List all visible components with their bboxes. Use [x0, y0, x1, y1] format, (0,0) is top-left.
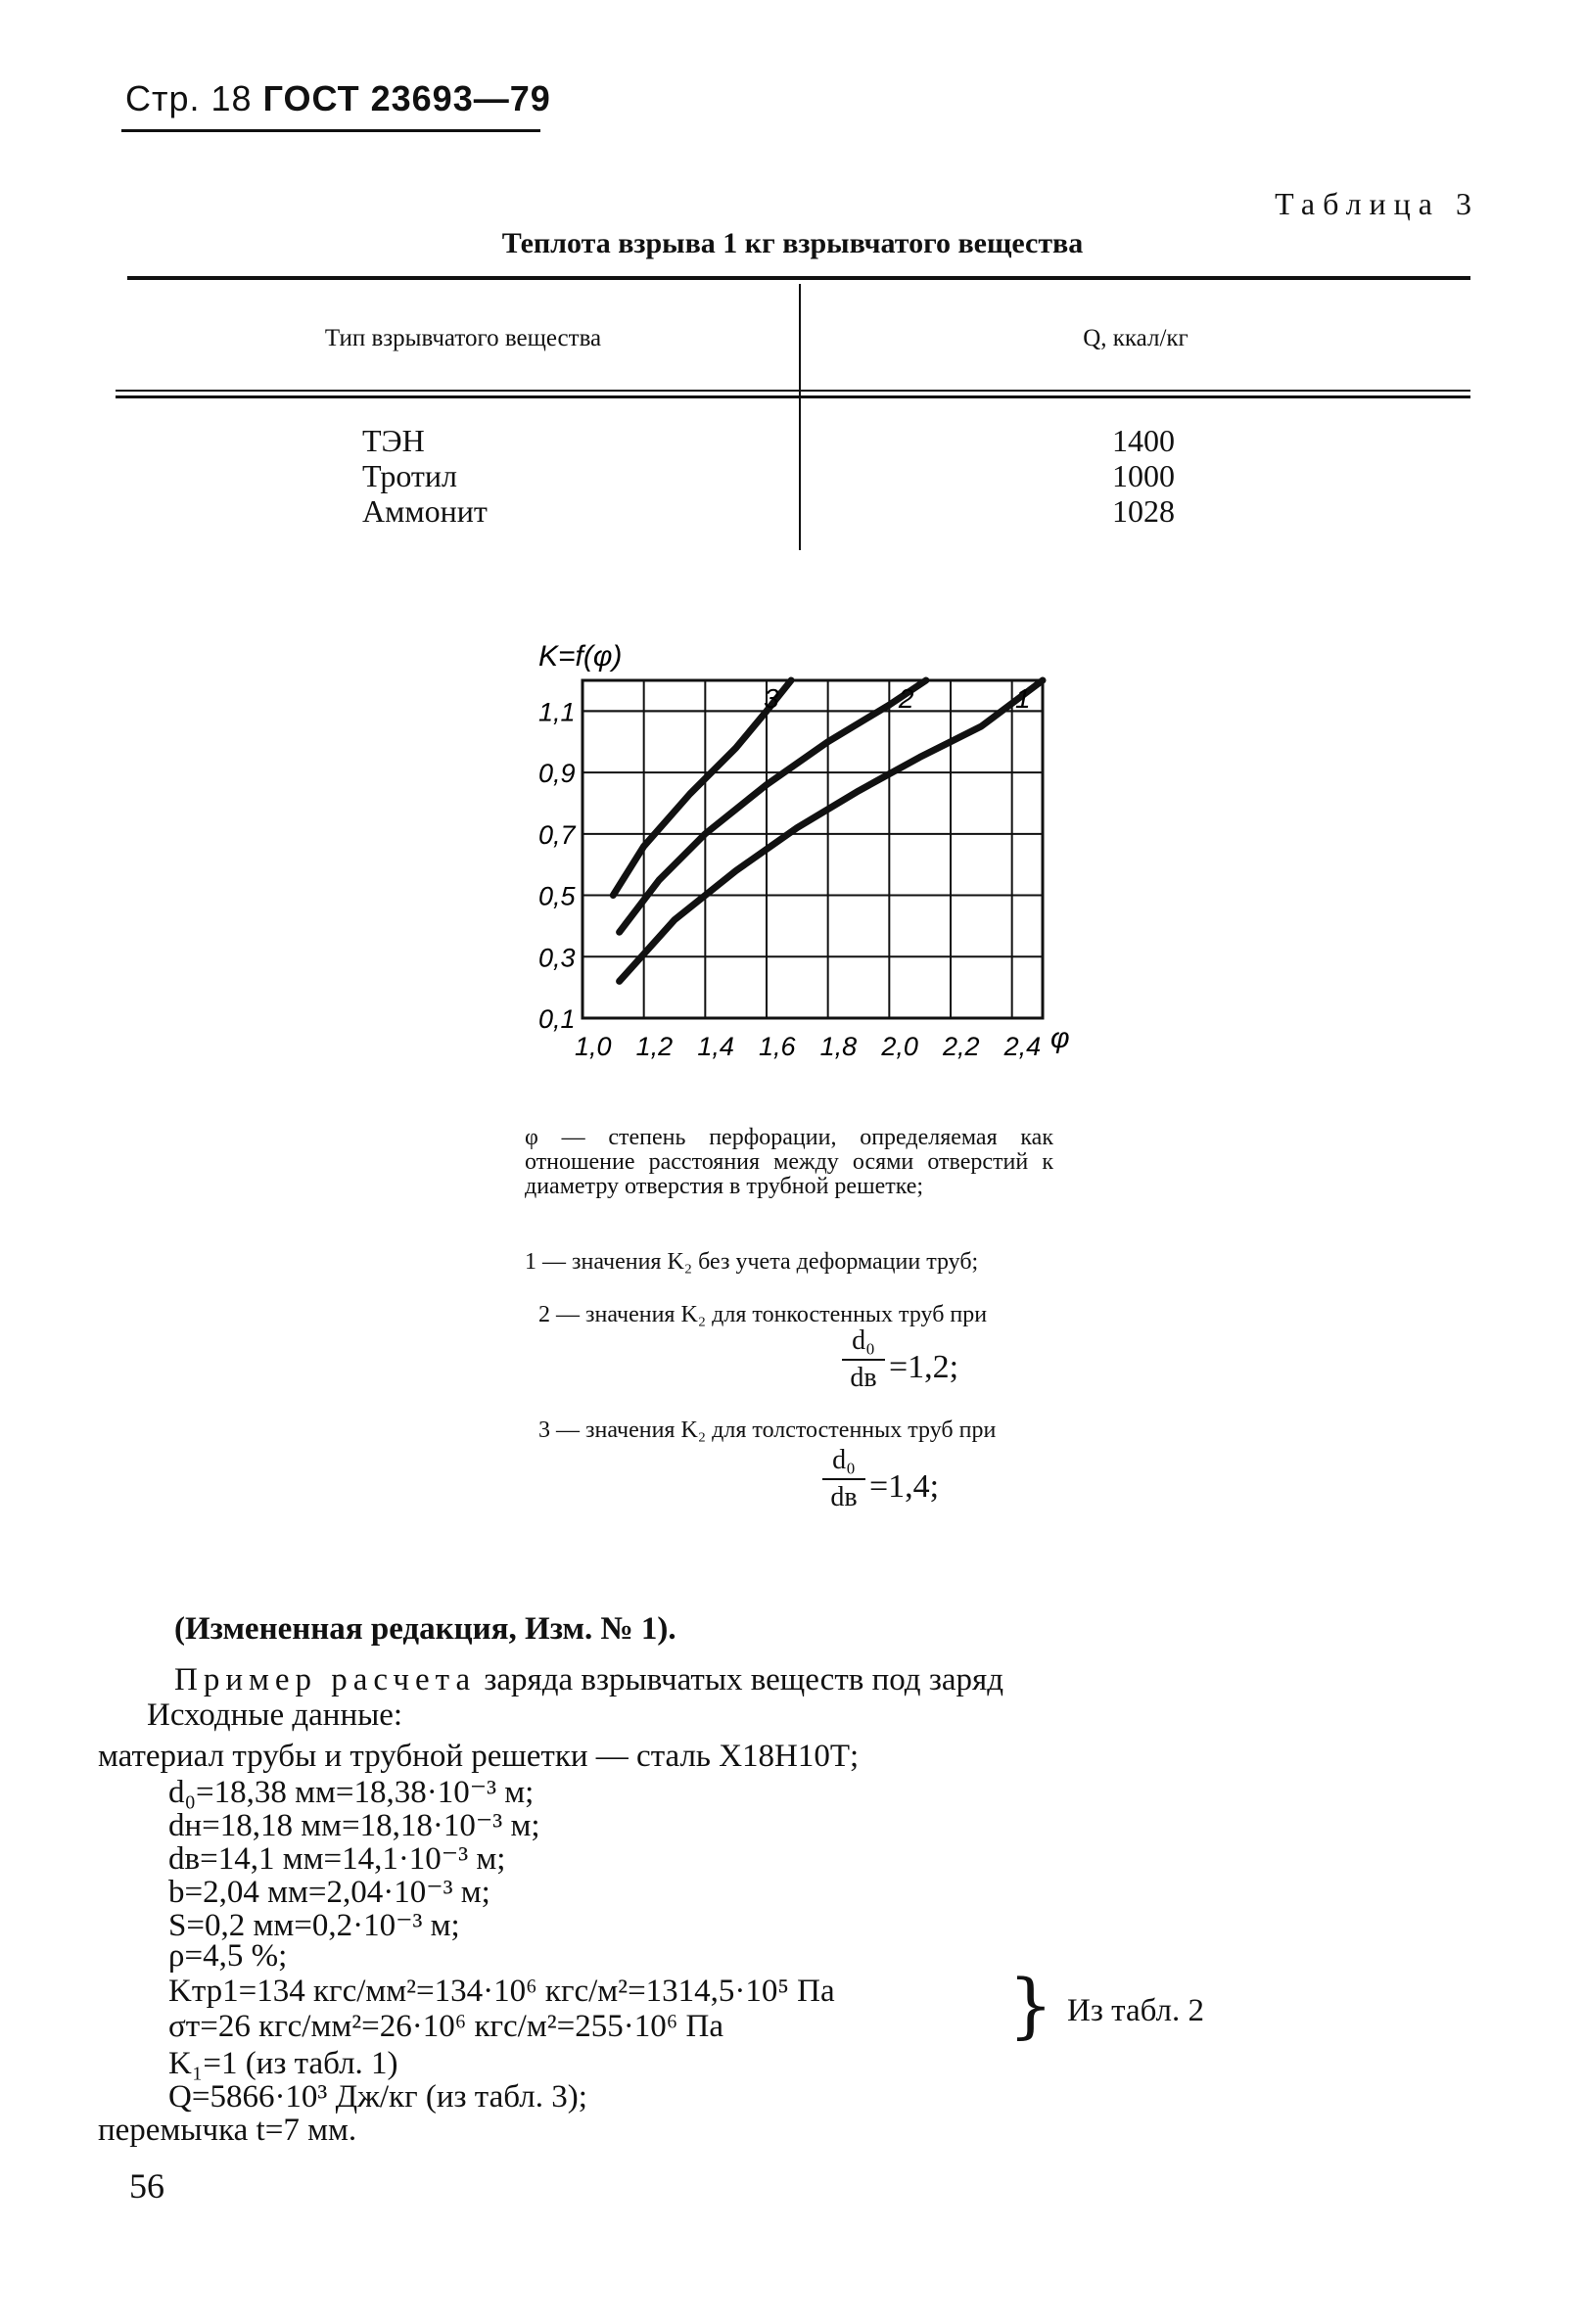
caption-item-3: 3 — значения K₂ для толстостенных труб при: [538, 1418, 997, 1443]
fraction-numerator: d₀: [832, 1445, 856, 1475]
example-dn: dн=18,18 мм=18,18·10⁻³ м;: [168, 1808, 540, 1843]
x-tick-label: 2,4: [1003, 1032, 1042, 1061]
example-d0: d₀=18,38 мм=18,38·10⁻³ м;: [168, 1775, 535, 1810]
example-material: материал трубы и трубной решетки — сталь Х18Н10Т;: [98, 1739, 860, 1774]
series-curve-1: [620, 680, 1043, 981]
example-rho: ρ=4,5 %;: [168, 1938, 288, 1974]
fraction-denominator: dв: [830, 1482, 858, 1512]
table-top-rule: [127, 276, 1470, 280]
example-b: b=2,04 мм=2,04·10⁻³ м;: [168, 1875, 490, 1910]
series-label-1: 1: [1015, 683, 1031, 714]
example-q: Q=5866·10³ Дж/кг (из табл. 3);: [168, 2079, 587, 2115]
table-title: Теплота взрыва 1 кг взрывчатого вещества: [501, 227, 1084, 259]
x-tick-label: 2,0: [881, 1032, 918, 1061]
y-tick-label: 0,9: [538, 759, 576, 789]
caption-item-2-value: =1,2;: [889, 1349, 959, 1385]
table-label: Таблица 3: [1275, 186, 1479, 221]
fraction-numerator: d₀: [852, 1325, 875, 1356]
example-jumper: перемычка t=7 мм.: [98, 2113, 357, 2148]
x-tick-label: 1,0: [575, 1032, 612, 1061]
example-sigma: σт=26 кгс/мм²=26·10⁶ кгс/м²=255·10⁶ Па: [168, 2009, 723, 2044]
y-tick-label: 1,1: [538, 697, 576, 727]
table-header-q: Q, ккал/кг: [1083, 325, 1189, 351]
y-tick-label: 0,7: [538, 819, 576, 850]
page-prefix: Стр. 18: [125, 78, 253, 118]
chart-ticks: [538, 697, 1070, 1061]
example-title-spaced: Пример расчета: [174, 1662, 477, 1697]
x-tick-label: 2,2: [943, 1032, 980, 1061]
fraction-bar: [842, 1359, 885, 1361]
series-label-2: 2: [898, 683, 914, 714]
fraction-bar: [822, 1478, 865, 1480]
table-column-divider: [799, 284, 801, 550]
y-tick-label: 0,5: [538, 881, 576, 911]
chart-title: K=f(φ): [538, 640, 623, 673]
page-number: 56: [129, 2166, 164, 2206]
table-header-rule-double: [116, 395, 1470, 398]
table-row-name: Аммонит: [362, 493, 488, 529]
caption-item-1: 1 — значения K₂ без учета деформации труб;: [525, 1249, 979, 1275]
fraction-denominator: dв: [850, 1363, 877, 1393]
example-k1: K₁=1 (из табл. 1): [168, 2046, 398, 2081]
x-tick-label: 1,4: [697, 1032, 734, 1061]
caption-item-2: 2 — значения K₂ для тонкостенных труб при: [538, 1302, 988, 1327]
table-row-value: 1400: [1112, 423, 1175, 458]
example-source: Исходные данные:: [147, 1697, 403, 1733]
table-row-value: 1000: [1112, 458, 1175, 493]
table-row-value: 1028: [1112, 493, 1175, 529]
header-rule: [121, 129, 540, 132]
x-tick-label: 1,6: [759, 1032, 796, 1061]
page-header: [125, 78, 551, 119]
x-axis-label: φ: [1050, 1022, 1070, 1054]
example-dv: dв=14,1 мм=14,1·10⁻³ м;: [168, 1841, 506, 1877]
example-title-rest: заряда взрывчатых веществ под заряд: [484, 1662, 1003, 1697]
table-header-type: Тип взрывчатого вещества: [324, 325, 602, 351]
edit-note: (Измененная редакция, Изм. № 1).: [174, 1611, 676, 1647]
caption-item-3-fraction: [822, 1445, 865, 1513]
y-tick-label: 0,3: [538, 943, 576, 973]
example-ktr: Kтр1=134 кгс/мм²=134·10⁶ кгс/м²=1314,5·10⁵ Па: [168, 1974, 835, 2009]
table-row-name: Тротил: [362, 458, 457, 493]
x-tick-label: 1,8: [819, 1032, 858, 1061]
table-header-rule: [116, 390, 1470, 392]
example-title: [174, 1662, 1003, 1698]
series-label-3: 3: [764, 683, 779, 714]
k-phi-chart: [509, 636, 1077, 1067]
caption-item-2-fraction: [842, 1325, 885, 1394]
caption-item-3-value: =1,4;: [869, 1468, 940, 1505]
brace-symbol: }: [1008, 1964, 1053, 2046]
x-tick-label: 1,2: [635, 1032, 674, 1061]
standard-code: ГОСТ 23693—79: [262, 78, 551, 118]
table-row-name: ТЭН: [362, 423, 425, 458]
y-tick-label: 0,1: [538, 1004, 576, 1034]
example-s: S=0,2 мм=0,2·10⁻³ м;: [168, 1908, 460, 1943]
example-brace-note: Из табл. 2: [1067, 1993, 1205, 2028]
caption-phi-definition: φ — степень перфорации, определяемая как отношение расстояния между осями отверстий к диаметру отверстия в трубной решетке;: [525, 1125, 1053, 1199]
